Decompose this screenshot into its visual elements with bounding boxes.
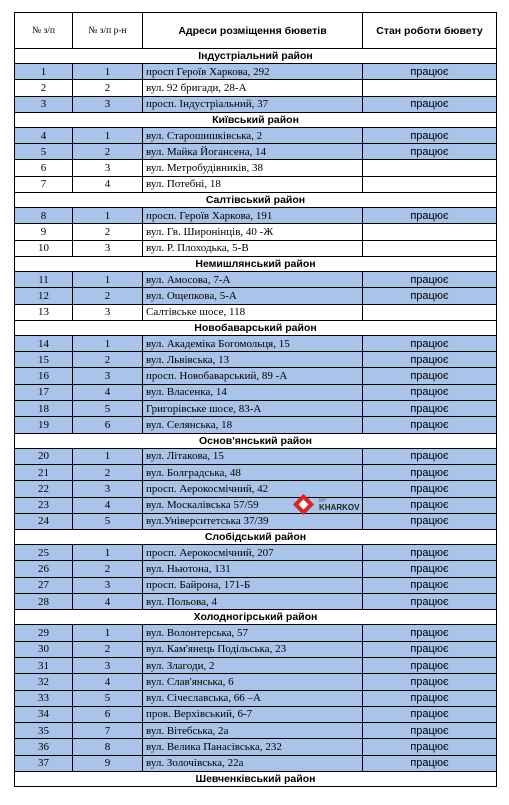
address-cell: вул. Львівська, 13 [143, 352, 363, 368]
address-cell: вул. Волонтерська, 57 [143, 625, 363, 641]
table-row [15, 577, 497, 593]
district-header-row [15, 610, 497, 625]
table-row [15, 208, 497, 224]
address-cell: вул. Польова, 4 [143, 594, 363, 610]
district-row-number: 3 [73, 481, 143, 497]
row-number: 14 [15, 335, 73, 351]
district-name: Салтівський район [15, 193, 497, 208]
district-row-number: 8 [73, 739, 143, 755]
address-cell: вул. 92 бригади, 28-А [143, 80, 363, 96]
status-cell [363, 160, 497, 176]
district-row-number: 2 [73, 561, 143, 577]
status-cell: працює [363, 208, 497, 224]
address-cell: просп. Аерокосмічний, 42 [143, 481, 363, 497]
table-row [15, 160, 497, 176]
address-cell: вул. Слав'янська, 6 [143, 674, 363, 690]
status-cell: працює [363, 127, 497, 143]
table-row [15, 657, 497, 673]
table-row [15, 288, 497, 304]
status-cell: працює [363, 352, 497, 368]
header-status: Стан роботи бювету [363, 13, 497, 49]
address-cell: вул. Велика Панасівська, 232 [143, 739, 363, 755]
address-cell: вул. Гв. Широнінців, 40 -Ж [143, 224, 363, 240]
table-row [15, 176, 497, 192]
status-cell: працює [363, 401, 497, 417]
district-row-number: 9 [73, 755, 143, 771]
table-row [15, 545, 497, 561]
status-cell: працює [363, 641, 497, 657]
watermark-main-text: KHARKOV [319, 503, 360, 512]
district-row-number: 2 [73, 224, 143, 240]
row-number: 9 [15, 224, 73, 240]
district-row-number: 1 [73, 335, 143, 351]
district-row-number: 5 [73, 690, 143, 706]
status-cell: працює [363, 96, 497, 112]
status-cell: працює [363, 64, 497, 80]
district-header-row [15, 320, 497, 335]
table-header-row [15, 13, 497, 49]
district-row-number: 3 [73, 368, 143, 384]
row-number: 13 [15, 304, 73, 320]
status-cell: працює [363, 706, 497, 722]
district-row-number: 1 [73, 448, 143, 464]
address-cell: вул. Вітебська, 2а [143, 723, 363, 739]
district-row-number: 4 [73, 176, 143, 192]
district-name: Індустріальний район [15, 49, 497, 64]
table-row [15, 368, 497, 384]
row-number: 5 [15, 144, 73, 160]
status-cell: працює [363, 384, 497, 400]
address-cell: вул. Власенка, 14 [143, 384, 363, 400]
row-number: 24 [15, 513, 73, 529]
table-row [15, 448, 497, 464]
address-cell: вул. Ньютона, 131 [143, 561, 363, 577]
row-number: 4 [15, 127, 73, 143]
row-number: 16 [15, 368, 73, 384]
status-cell: працює [363, 657, 497, 673]
table-row [15, 401, 497, 417]
district-header-row [15, 193, 497, 208]
district-row-number: 4 [73, 674, 143, 690]
status-cell [363, 240, 497, 256]
status-cell: працює [363, 513, 497, 529]
district-name: Новобаварський район [15, 320, 497, 335]
address-cell: вул. Амосова, 7-А [143, 271, 363, 287]
table-row [15, 625, 497, 641]
table-row [15, 706, 497, 722]
district-row-number: 7 [73, 723, 143, 739]
row-number: 28 [15, 594, 73, 610]
district-row-number: 2 [73, 144, 143, 160]
row-number: 25 [15, 545, 73, 561]
district-row-number: 3 [73, 96, 143, 112]
row-number: 3 [15, 96, 73, 112]
row-number: 20 [15, 448, 73, 464]
address-cell: вул. Майка Йогансена, 14 [143, 144, 363, 160]
header-address: Адреси розміщення бюветів [143, 13, 363, 49]
table-row [15, 80, 497, 96]
row-number: 32 [15, 674, 73, 690]
row-number: 7 [15, 176, 73, 192]
address-cell: вул. Академіка Богомольця, 15 [143, 335, 363, 351]
status-cell: працює [363, 368, 497, 384]
district-row-number: 1 [73, 545, 143, 561]
district-row-number: 3 [73, 657, 143, 673]
table-row [15, 723, 497, 739]
district-row-number: 6 [73, 706, 143, 722]
row-number: 19 [15, 417, 73, 433]
status-cell: працює [363, 335, 497, 351]
district-name: Основ'янський район [15, 433, 497, 448]
row-number: 12 [15, 288, 73, 304]
row-number: 10 [15, 240, 73, 256]
address-cell: просп. Новобаварський, 89 -А [143, 368, 363, 384]
table-row [15, 96, 497, 112]
status-cell: працює [363, 594, 497, 610]
district-row-number: 3 [73, 160, 143, 176]
address-cell: пров. Верхівський, 6-7 [143, 706, 363, 722]
status-cell: працює [363, 723, 497, 739]
address-cell: вул. Р. Плоходька, 5-В [143, 240, 363, 256]
address-cell: Салтівське шосе, 118 [143, 304, 363, 320]
row-number: 26 [15, 561, 73, 577]
table-row [15, 384, 497, 400]
table-row [15, 64, 497, 80]
status-cell: працює [363, 561, 497, 577]
district-header-row [15, 256, 497, 271]
district-row-number: 1 [73, 64, 143, 80]
district-row-number: 1 [73, 208, 143, 224]
address-cell: вул. Золочівська, 22а [143, 755, 363, 771]
status-cell: працює [363, 497, 497, 513]
district-row-number: 2 [73, 352, 143, 368]
status-cell: працює [363, 481, 497, 497]
address-cell: вул. Ощепкова, 5-А [143, 288, 363, 304]
row-number: 30 [15, 641, 73, 657]
row-number: 34 [15, 706, 73, 722]
table-body [15, 49, 497, 787]
status-cell [363, 224, 497, 240]
header-district-number: № з/п р-н [73, 13, 143, 49]
row-number: 33 [15, 690, 73, 706]
address-cell: вул. Січеславська, 66 –А [143, 690, 363, 706]
status-cell: працює [363, 739, 497, 755]
table-row [15, 417, 497, 433]
district-row-number: 4 [73, 594, 143, 610]
table-row [15, 561, 497, 577]
table-row [15, 304, 497, 320]
address-cell: вул. Злагоди, 2 [143, 657, 363, 673]
fountains-table [14, 12, 497, 787]
row-number: 31 [15, 657, 73, 673]
row-number: 1 [15, 64, 73, 80]
row-number: 6 [15, 160, 73, 176]
district-header-row [15, 771, 497, 786]
table-row [15, 641, 497, 657]
status-cell: працює [363, 464, 497, 480]
district-row-number: 2 [73, 464, 143, 480]
status-cell: працює [363, 625, 497, 641]
table-row [15, 335, 497, 351]
district-header-row [15, 49, 497, 64]
status-cell [363, 80, 497, 96]
district-row-number: 1 [73, 127, 143, 143]
district-name: Київський район [15, 112, 497, 127]
row-number: 36 [15, 739, 73, 755]
row-number: 37 [15, 755, 73, 771]
address-cell: вул.Університетська 37/39 [143, 513, 363, 529]
table-row [15, 690, 497, 706]
table-row [15, 352, 497, 368]
row-number: 8 [15, 208, 73, 224]
status-cell: працює [363, 417, 497, 433]
row-number: 35 [15, 723, 73, 739]
table-row [15, 271, 497, 287]
address-cell: Григорівське шосе, 83-А [143, 401, 363, 417]
address-cell: вул. Москалівська 57/59 [143, 497, 363, 513]
address-cell: просп Героїв Харкова, 292 [143, 64, 363, 80]
status-cell: працює [363, 545, 497, 561]
table-row [15, 739, 497, 755]
diamond-logo-icon [293, 492, 373, 520]
watermark-top-text: MY [319, 498, 327, 504]
district-row-number: 6 [73, 417, 143, 433]
district-row-number: 1 [73, 271, 143, 287]
district-name: Холодногірський район [15, 610, 497, 625]
district-name: Шевченківський район [15, 771, 497, 786]
row-number: 15 [15, 352, 73, 368]
row-number: 29 [15, 625, 73, 641]
status-cell: працює [363, 577, 497, 593]
status-cell: працює [363, 271, 497, 287]
status-cell: працює [363, 144, 497, 160]
district-row-number: 3 [73, 304, 143, 320]
address-cell: вул. Літакова, 15 [143, 448, 363, 464]
district-row-number: 1 [73, 625, 143, 641]
address-cell: просп. Аерокосмічний, 207 [143, 545, 363, 561]
address-cell: просп. Героїв Харкова, 191 [143, 208, 363, 224]
status-cell: працює [363, 755, 497, 771]
row-number: 2 [15, 80, 73, 96]
table-row [15, 513, 497, 529]
row-number: 11 [15, 271, 73, 287]
status-cell: працює [363, 690, 497, 706]
address-cell: вул. Болградська, 48 [143, 464, 363, 480]
address-cell: просп. Байрона, 171-Б [143, 577, 363, 593]
district-row-number: 4 [73, 384, 143, 400]
row-number: 18 [15, 401, 73, 417]
table-row [15, 240, 497, 256]
district-row-number: 2 [73, 80, 143, 96]
status-cell: працює [363, 288, 497, 304]
address-cell: вул. Потебні, 18 [143, 176, 363, 192]
district-row-number: 4 [73, 497, 143, 513]
header-number: № з/п [15, 13, 73, 49]
address-cell: просп. Індустріальний, 37 [143, 96, 363, 112]
district-name: Слобідський район [15, 530, 497, 545]
district-header-row [15, 112, 497, 127]
district-name: Немишлянський район [15, 256, 497, 271]
row-number: 27 [15, 577, 73, 593]
watermark-logo [293, 492, 373, 520]
district-header-row [15, 433, 497, 448]
district-row-number: 3 [73, 240, 143, 256]
status-cell [363, 304, 497, 320]
status-cell: працює [363, 674, 497, 690]
row-number: 23 [15, 497, 73, 513]
table-row [15, 144, 497, 160]
address-cell: вул. Селянська, 18 [143, 417, 363, 433]
district-row-number: 3 [73, 577, 143, 593]
status-cell: працює [363, 448, 497, 464]
table-row [15, 594, 497, 610]
district-row-number: 5 [73, 401, 143, 417]
address-cell: вул. Старошишківська, 2 [143, 127, 363, 143]
table-row [15, 674, 497, 690]
status-cell [363, 176, 497, 192]
district-row-number: 2 [73, 288, 143, 304]
table-row [15, 755, 497, 771]
row-number: 21 [15, 464, 73, 480]
district-row-number: 5 [73, 513, 143, 529]
table-row [15, 224, 497, 240]
row-number: 22 [15, 481, 73, 497]
table-row [15, 481, 497, 497]
table-row [15, 464, 497, 480]
row-number: 17 [15, 384, 73, 400]
district-header-row [15, 530, 497, 545]
address-cell: вул. Кам'янець Подільська, 23 [143, 641, 363, 657]
district-row-number: 2 [73, 641, 143, 657]
table-row [15, 127, 497, 143]
address-cell: вул. Метробудівників, 38 [143, 160, 363, 176]
table-row [15, 497, 497, 513]
